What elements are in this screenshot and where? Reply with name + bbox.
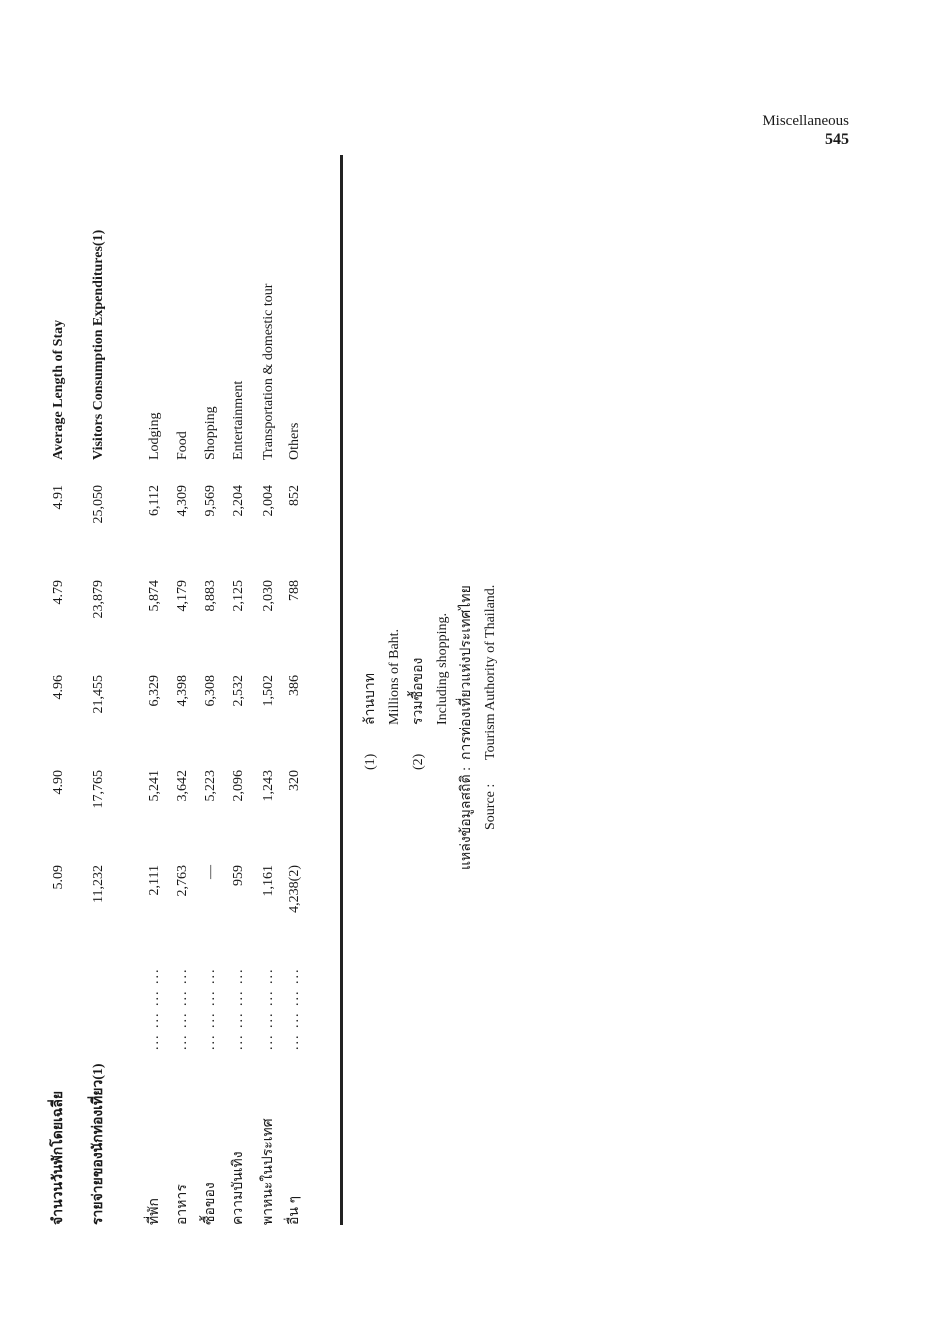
leader-dots: ... ... ... ... [203,967,218,1050]
cell-value: 5.09 [51,865,66,890]
table-row [258,185,282,1225]
cell-value: 23,879 [91,580,106,619]
row-label-en: Food [175,431,190,460]
cell-value: 4.79 [51,580,66,605]
cell-value: 4,238(2) [287,865,302,913]
rotated-table [48,185,498,1225]
cell-value: 5,223 [203,770,218,802]
table-row [200,185,224,1225]
table-row [48,185,72,1225]
cell-value: 2,096 [231,770,246,802]
cell-value: 1,161 [261,865,276,897]
cell-value: 320 [287,770,302,791]
leader-dots: ... ... ... ... [287,967,302,1050]
cell-value: 3,642 [175,770,190,802]
leader-dots: ... ... ... ... [231,967,246,1050]
cell-value: 2,204 [231,485,246,517]
source-label-en: Source : [483,783,498,830]
cell-value: 1,502 [261,675,276,707]
leader-dots: ... ... ... ... [175,967,190,1050]
row-label-th: ที่พัก [147,1198,162,1225]
cell-value: 386 [287,675,302,696]
cell-value: 788 [287,580,302,601]
cell-value: 2,125 [231,580,246,612]
row-label-en: Visitors Consumption Expenditures(1) [91,229,106,460]
section-title: Miscellaneous [762,113,849,129]
note-text-en: Millions of Baht. [387,628,402,725]
table-row [172,185,196,1225]
note-marker: (1) [363,753,378,770]
row-label-th: อาหาร [175,1184,190,1225]
row-label-en: Transportation & domestic tour [261,283,276,460]
row-label-th: จำนวนวันพักโดยเฉลี่ย [51,1090,66,1225]
cell-value: 4,398 [175,675,190,707]
cell-value: 2,111 [147,865,162,896]
cell-value: 4,179 [175,580,190,612]
leader-dots: ... ... ... ... [261,967,276,1050]
row-label-th: ซื้อของ [203,1182,218,1225]
page-header [762,112,849,150]
page-number: 545 [825,131,849,148]
row-label-en: Lodging [147,412,162,460]
row-label-en: Average Length of Stay [51,319,66,460]
cell-value: 17,765 [91,770,106,809]
table-row [284,185,308,1225]
note-marker: (2) [411,753,426,770]
cell-value: 4.91 [51,485,66,510]
row-label-th: อื่น ๆ [287,1196,302,1225]
row-label-th: พาหนะในประเทศ [261,1118,276,1225]
cell-value: 852 [287,485,302,506]
row-label-th: รายจ่ายของนักท่องเที่ยว(1) [91,1063,106,1225]
note-text-en: Including shopping. [435,613,450,725]
cell-value: 9,569 [203,485,218,517]
row-label-en: Entertainment [231,380,246,460]
cell-value: 6,329 [147,675,162,707]
cell-value: 959 [231,865,246,886]
cell-value: 4.96 [51,675,66,700]
cell-value: 21,455 [91,675,106,714]
cell-value: 25,050 [91,485,106,524]
row-label-th: ความบันเทิง [231,1151,246,1225]
cell-value: 2,763 [175,865,190,897]
source-text-th: การท่องเที่ยวแห่งประเทศไทย [459,585,474,760]
cell-value: 2,030 [261,580,276,612]
table-row [88,185,112,1225]
cell-value: 6,112 [147,485,162,516]
note-text-th: ล้านบาท [363,673,378,725]
row-label-en: Shopping [203,406,218,460]
table-bottom-rule [340,155,343,1225]
cell-value: 4,309 [175,485,190,517]
leader-dots: ... ... ... ... [147,967,162,1050]
table-row [228,185,252,1225]
cell-value: 6,308 [203,675,218,707]
cell-value: 8,883 [203,580,218,612]
cell-value: 11,232 [91,865,106,903]
cell-value: 2,532 [231,675,246,707]
cell-value: 2,004 [261,485,276,517]
cell-value: 1,243 [261,770,276,802]
row-label-en: Others [287,422,302,460]
cell-value: 5,874 [147,580,162,612]
source-label-th: แหล่งข้อมูลสถิติ : [459,767,474,870]
source-text-en: Tourism Authority of Thailand. [483,584,498,760]
cell-value: 5,241 [147,770,162,802]
note-text-th: รวมซื้อของ [411,657,426,725]
cell-value: — [203,865,218,879]
cell-value: 4.90 [51,770,66,795]
table-row [144,185,168,1225]
